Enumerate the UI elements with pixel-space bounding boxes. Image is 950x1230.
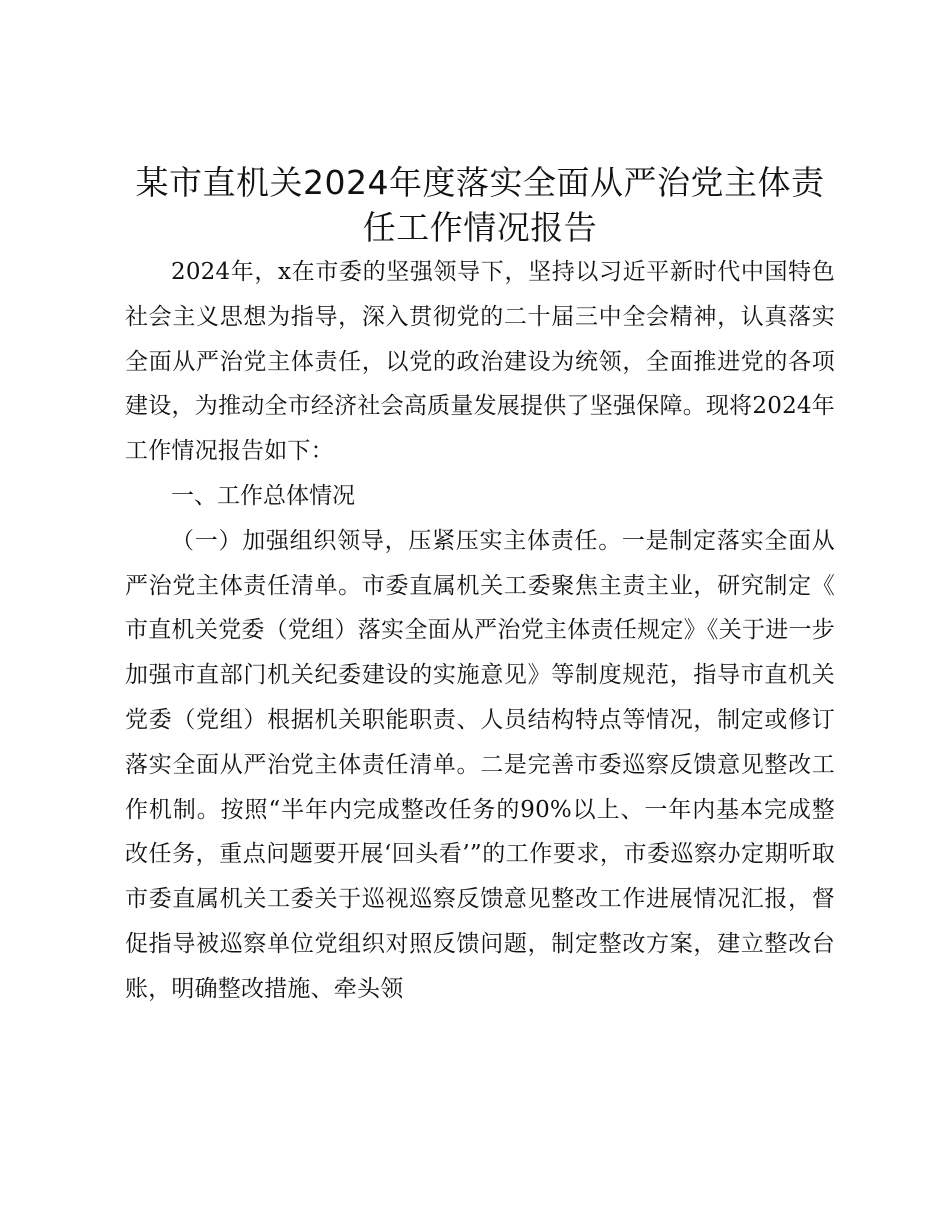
document-page [125,160,835,1012]
document-title [125,160,835,250]
document-title-line-1: 某市直机关2024年度落实全面从严治党主体责 [135,163,825,202]
document-title-line-2: 任工作情况报告 [362,208,598,247]
section-paragraph: （一）加强组织领导，压紧压实主体责任。一是制定落实全面从严治党主体责任清单。市委直属机关工委聚焦主责主业，研究制定《市直机关党委（党组）落实全面从严治党主体责任规定》《关于进一步加强市直部门机关纪委建设的实施意见》等制度规范，指导市直机关党委（党组）根据机关职能职责、人员结构特点等情况，制定或修订落实全面从严治党主体责任清单。二是完善市委巡察反馈意见整改工作机制。按照“半年内完成整改任务的90%以上、一年内基本完成整改任务，重点问题要开展‘回头看’”的工作要求，市委巡察办定期听取市委直属机关工委关于巡视巡察反馈意见整改工作进展情况汇报，督促指导被巡察单位党组织对照反馈问题，制定整改方案，建立整改台账，明确整改措施、牵头领 [125,527,835,1002]
document-body [125,250,835,1012]
intro-paragraph: 2024年，x在市委的坚强领导下，坚持以习近平新时代中国特色社会主义思想为指导，深入贯彻党的二十届三中全会精神，认真落实全面从严治党主体责任，以党的政治建设为统领，全面推进党的各项建设，为推动全市经济社会高质量发展提供了坚强保障。现将2024年工作情况报告如下： [125,259,835,465]
section-heading: 一、工作总体情况 [171,482,355,509]
